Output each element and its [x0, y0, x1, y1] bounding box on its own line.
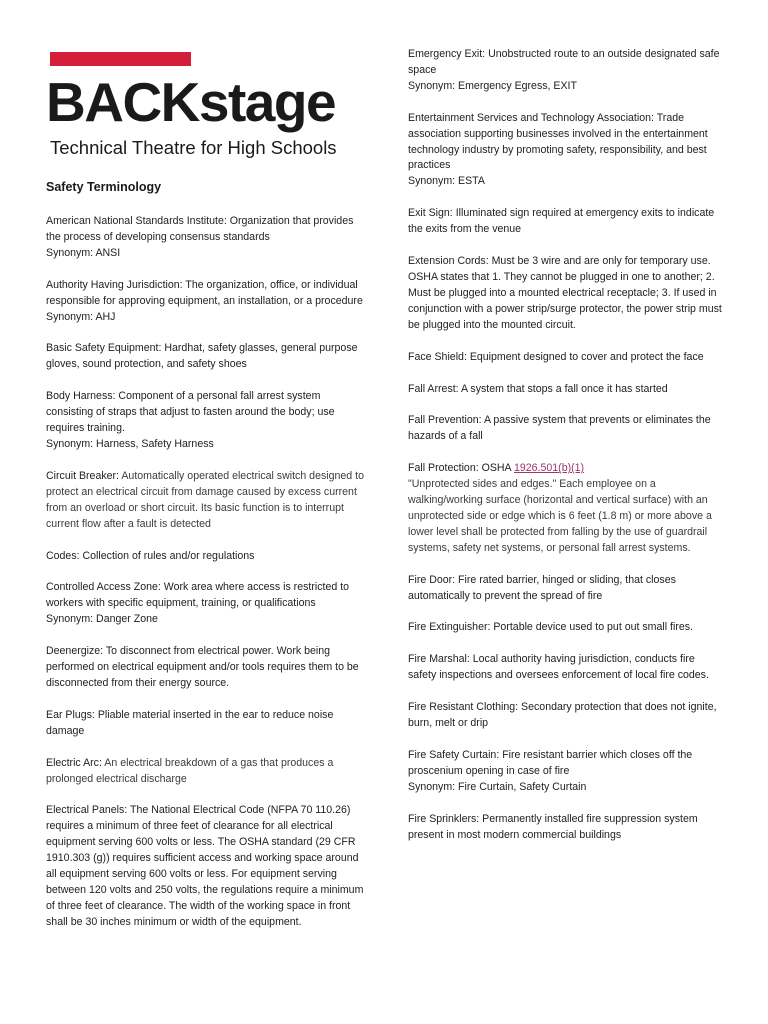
glossary-entry — [408, 350, 724, 366]
entry-term: Circuit Breaker: — [46, 469, 119, 482]
glossary-entry — [46, 214, 364, 262]
glossary-entry — [46, 580, 364, 628]
glossary-entry — [408, 748, 724, 796]
entry-term: Fall Protection: OSHA — [408, 462, 514, 475]
brand-accent-bar — [50, 52, 191, 66]
entry-line: Basic Safety Equipment: Hardhat, safety glasses, general purpose gloves, sound protection, and safety shoes — [46, 342, 358, 371]
entry-line: Synonym: ANSI — [46, 246, 121, 259]
entry-line: Ear Plugs: Pliable material inserted in the ear to reduce noise damage — [46, 708, 334, 737]
entry-line: Fire Resistant Clothing: Secondary protection that does not ignite, burn, melt or drip — [408, 701, 717, 730]
glossary-entry — [408, 382, 724, 398]
entry-line: Synonym: Danger Zone — [46, 613, 158, 626]
left-column — [46, 214, 364, 947]
entry-line: American National Standards Institute: Organization that provides the process of developing consensus standards — [46, 215, 354, 243]
entry-line: Deenergize: To disconnect from electrical power. Work being performed on electrical equipment and/or tools requires them to be disconnected from their energy source. — [46, 645, 359, 689]
glossary-entry — [408, 111, 724, 191]
entry-line: Exit Sign: Illuminated sign required at emergency exits to indicate the exits from the venue — [408, 207, 715, 236]
entry-line: Extension Cords: Must be 3 wire and are only for temporary use. OSHA states that 1. They cannot be plugged in one to another; 2. Must be plugged into a mounted electrical receptacle; 3. If used in conjunction with a power strip/surge protector, the power strip must be plugged into the mounted circuit. — [408, 255, 722, 331]
glossary-entry — [408, 206, 724, 238]
glossary-entry — [46, 644, 364, 692]
glossary-entry — [408, 461, 724, 556]
glossary-entry — [46, 341, 364, 373]
entry-line: Authority Having Jurisdiction: The organization, office, or individual responsible for approving equipment, an installation, or a procedure — [46, 278, 363, 307]
glossary-entry — [408, 812, 724, 844]
entry-line: Fire Sprinklers: Permanently installed fire suppression system present in most modern commercial buildings — [408, 812, 698, 841]
glossary-entry — [408, 652, 724, 684]
entry-line: Synonym: Harness, Safety Harness — [46, 437, 214, 450]
glossary-entry — [46, 469, 364, 533]
glossary-entry — [408, 620, 724, 636]
entry-line: Fall Prevention: A passive system that prevents or eliminates the hazards of a fall — [408, 414, 711, 443]
glossary-entry — [46, 549, 364, 565]
entry-line: Synonym: Emergency Egress, EXIT — [408, 79, 577, 92]
entry-line — [408, 461, 724, 477]
glossary-entry — [408, 47, 724, 95]
glossary-entry — [46, 278, 364, 326]
entry-line: Synonym: ESTA — [408, 175, 485, 188]
section-title: Safety Terminology — [46, 180, 162, 194]
entry-line: Synonym: Fire Curtain, Safety Curtain — [408, 780, 587, 793]
backstage-logo: BACKstage — [46, 71, 336, 133]
entry-line: Fire Extinguisher: Portable device used to put out small fires. — [408, 621, 693, 634]
right-column — [408, 47, 724, 860]
entry-line: Entertainment Services and Technology Association: Trade association supporting businesses involved in the entertainment technology industry by promoting safety, responsibility, and best practices — [408, 111, 708, 172]
glossary-entry — [408, 700, 724, 732]
glossary-entry — [408, 254, 724, 334]
entry-line: Fire Marshal: Local authority having jurisdiction, conducts fire safety inspections and oversees enforcement of local fire codes. — [408, 653, 709, 682]
entry-term: Electric Arc: — [46, 756, 102, 769]
entry-definition: Automatically operated electrical switch designed to protect an electrical circuit from damage caused by excess current from an overload or short circuit. Its basic function is to interrupt current flow after a fault is detected — [46, 469, 364, 530]
entry-line: Fall Arrest: A system that stops a fall once it has started — [408, 382, 668, 395]
entry-line: Codes: Collection of rules and/or regulations — [46, 549, 255, 562]
entry-line: Face Shield: Equipment designed to cover and protect the face — [408, 350, 704, 363]
entry-definition: An electrical breakdown of a gas that produces a prolonged electrical discharge — [46, 756, 334, 785]
glossary-entry — [408, 573, 724, 605]
entry-line: Fire Door: Fire rated barrier, hinged or sliding, that closes automatically to prevent the spread of fire — [408, 573, 676, 602]
entry-line: Controlled Access Zone: Work area where access is restricted to workers with specific equipment, training, or qualifications — [46, 581, 350, 610]
logo-subtitle: Technical Theatre for High Schools — [50, 137, 337, 158]
entry-line: Synonym: AHJ — [46, 310, 116, 323]
osha-standard-link[interactable]: 1926.501(b)(1) — [513, 462, 585, 475]
glossary-entry — [46, 708, 364, 740]
glossary-entry — [46, 756, 364, 788]
entry-line: Electrical Panels: The National Electrical Code (NFPA 70 110.26) requires a minimum of three feet of clearance for all electrical equipment serving 600 volts or less. The OSHA standard (29 CFR 1910.303 (g)) requires sufficient access and working space around all equipment serving 600 volts or less. For equipment serving between 120 volts and 250 volts, the regulations require a minimum of three feet of clearance. The width of the working space in front shall be 30 inches minimum or width of the equipment. — [46, 804, 364, 928]
glossary-entry — [408, 413, 724, 445]
entry-line: Emergency Exit: Unobstructed route to an outside designated safe space — [408, 48, 720, 76]
entry-line: "Unprotected sides and edges." Each employee on a walking/working surface (horizontal and vertical surface) with an unprotected side or edge which is 6 feet (1.8 m) or more above a lower level shall be protected from falling by the use of guardrail systems, safety net systems, or personal fall arrest systems. — [408, 478, 712, 554]
entry-line — [46, 756, 364, 788]
glossary-entry — [46, 803, 364, 930]
glossary-entry — [46, 389, 364, 453]
entry-line: Fire Safety Curtain: Fire resistant barrier which closes off the proscenium opening in case of fire — [408, 749, 693, 777]
entry-line: Body Harness: Component of a personal fall arrest system consisting of straps that adjust to fasten around the body; use requires training. — [46, 390, 335, 435]
entry-line — [46, 469, 364, 533]
